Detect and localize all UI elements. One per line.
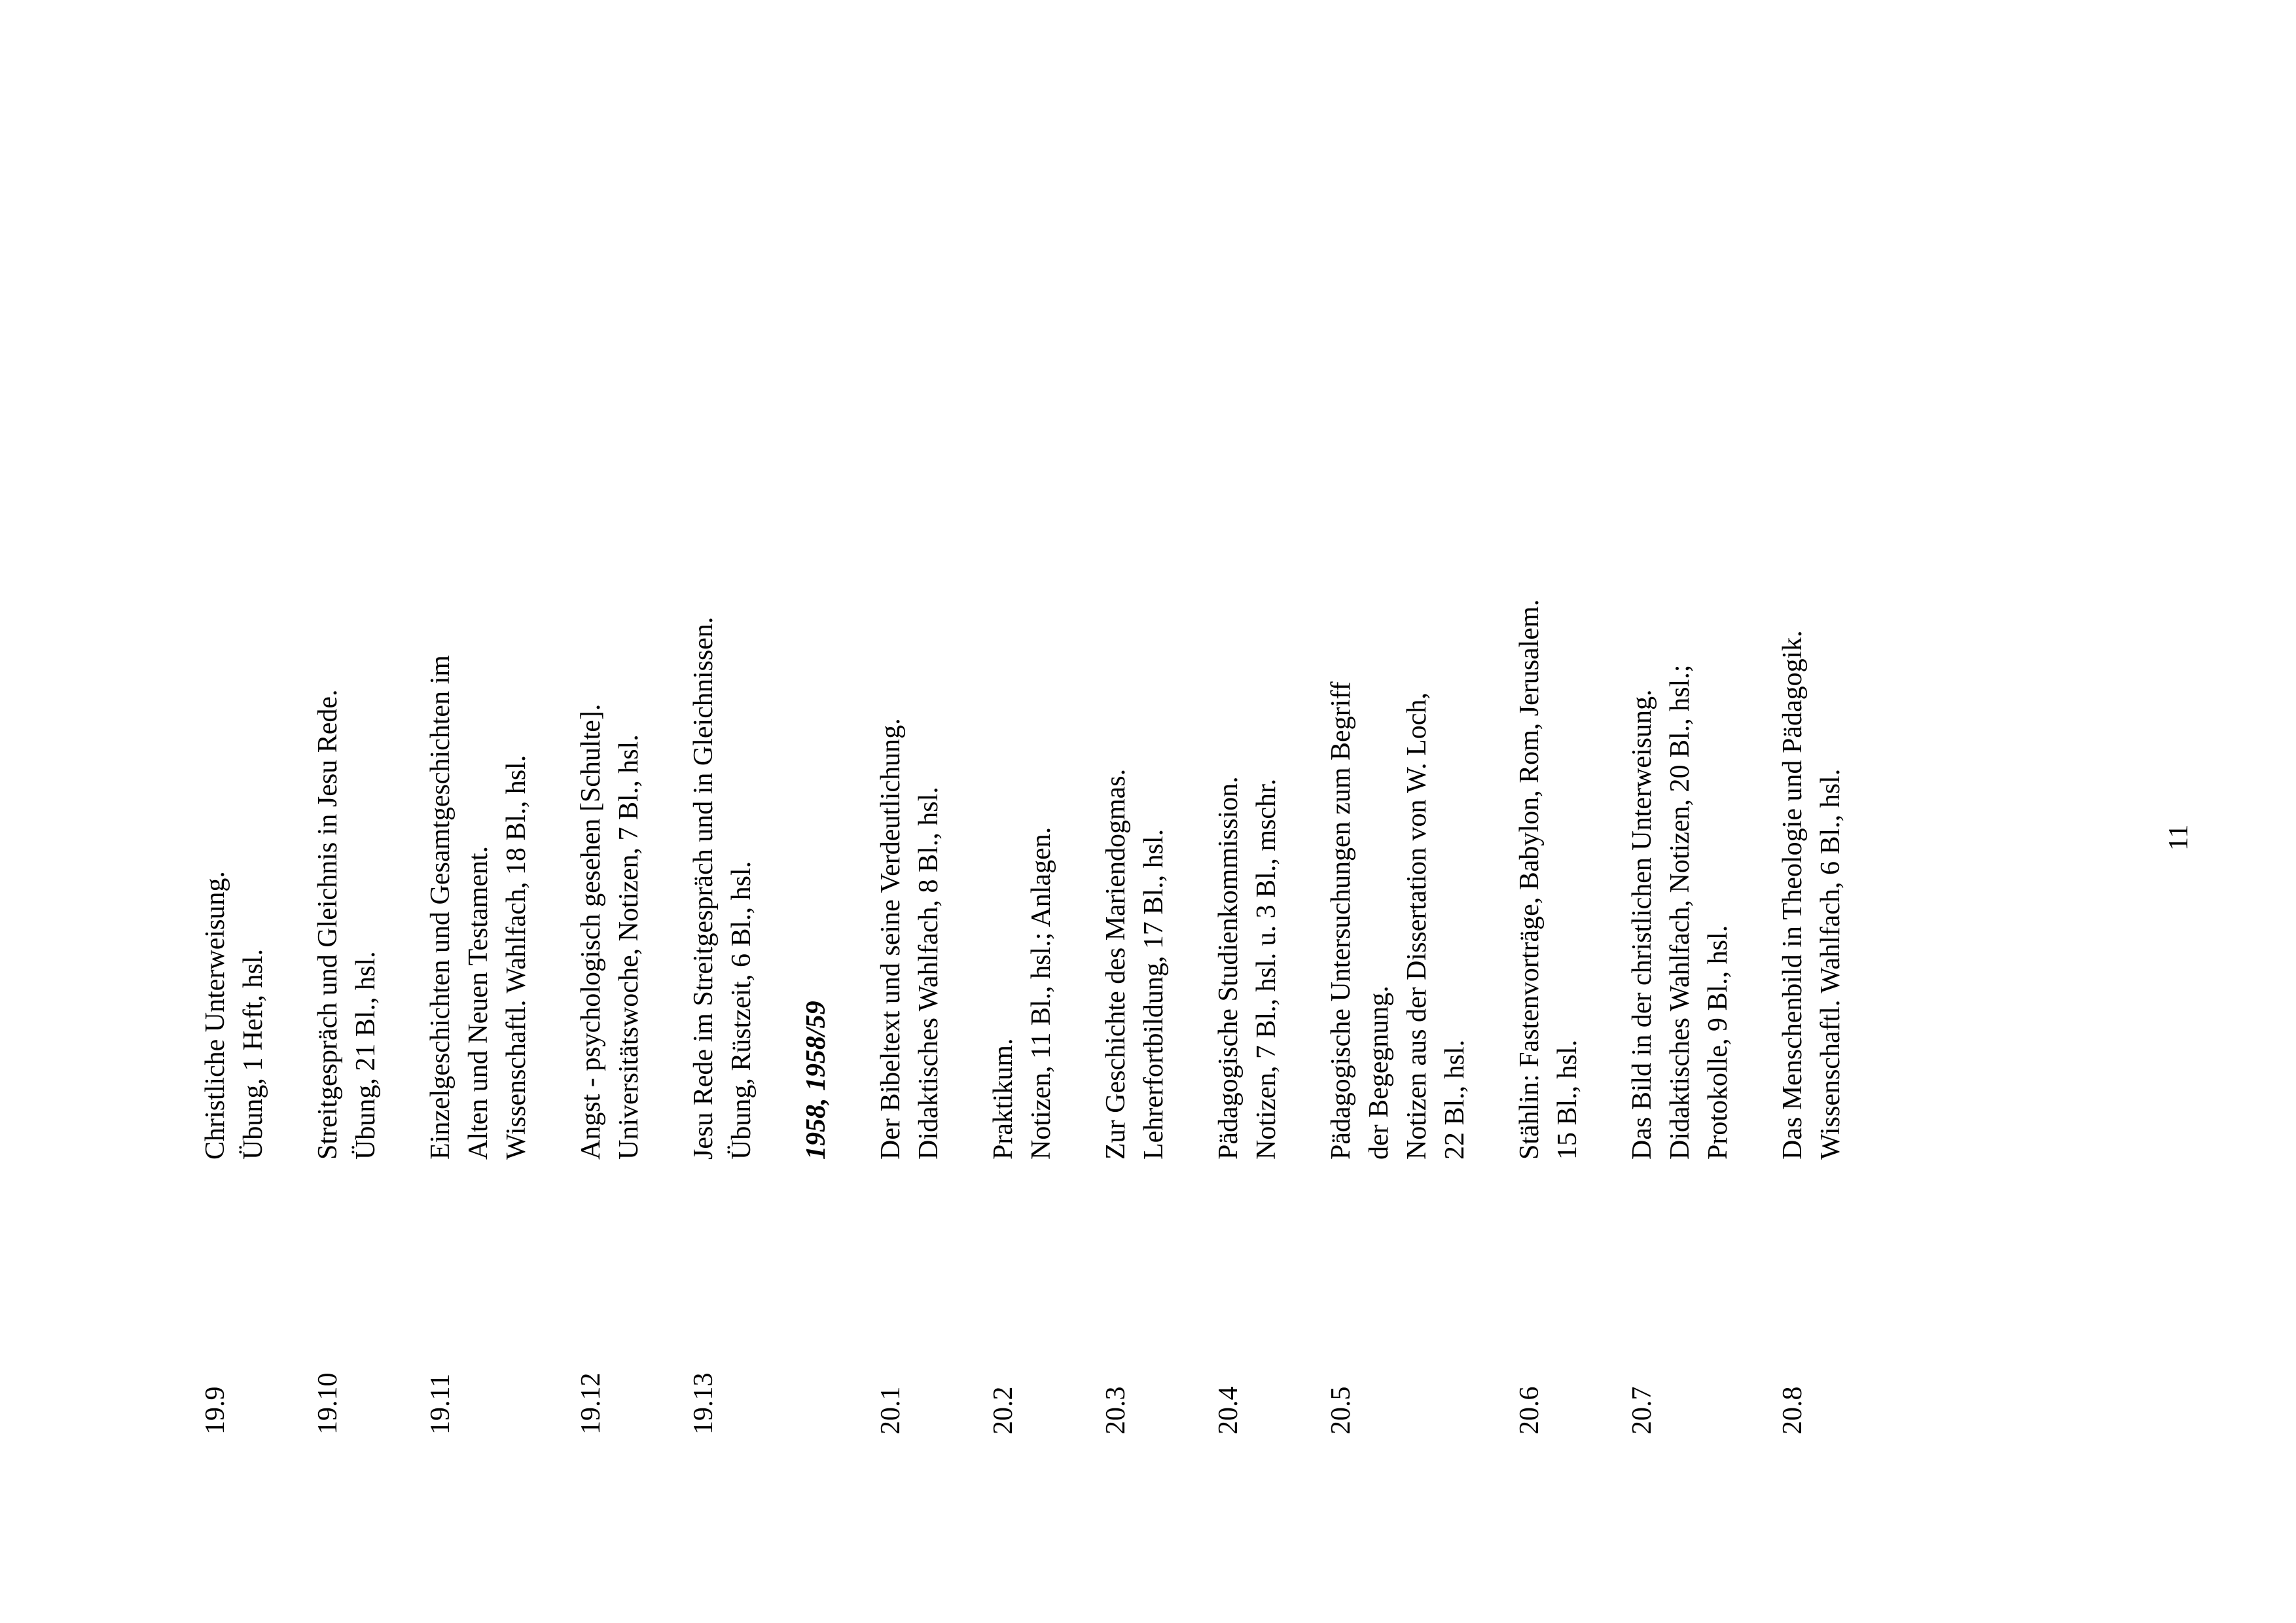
entry-number: 20.2	[988, 1386, 1018, 1435]
list-item	[196, 191, 272, 1435]
entry-text	[872, 191, 948, 1160]
entry-line: Zur Geschichte des Mariendogmas.	[1101, 768, 1131, 1160]
list-item	[1097, 191, 1173, 1435]
entry-text	[572, 191, 648, 1160]
entry-line: Angst - psychologisch gesehen [Schulte].	[576, 704, 606, 1160]
entry-number: 19.9	[200, 1386, 230, 1435]
entry-line: Notizen, 7 Bl., hsl. u. 3 Bl., mschr.	[1251, 778, 1282, 1160]
entry-line: Universitätswoche, Notizen, 7 Bl., hsl.	[614, 734, 644, 1160]
entry-line: Notizen aus der Dissertation von W. Loch,	[1402, 692, 1432, 1160]
list-item	[572, 191, 648, 1435]
list-item	[984, 191, 1060, 1435]
entry-number: 20.6	[1515, 1386, 1545, 1435]
entry-line: Pädagogische Untersuchungen zum Begriff	[1326, 681, 1356, 1160]
entry-group-1958	[196, 191, 761, 1435]
entry-line: Jesu Rede im Streitgespräch und in Gleichnissen.	[689, 616, 719, 1160]
entry-text	[1210, 191, 1285, 1160]
entry-text	[685, 191, 761, 1160]
entry-number: 20.8	[1778, 1386, 1808, 1435]
entry-line: Übung, Rüstzeit, 6 Bl., hsl.	[726, 861, 757, 1160]
section-heading: 1958, 1958/59	[801, 1001, 831, 1160]
entry-line: Didaktisches Wahlfach, 8 Bl., hsl.	[914, 787, 944, 1160]
entry-line: Streitgespräch und Gleichnis in Jesu Rede.	[313, 689, 343, 1160]
entry-text	[984, 191, 1060, 1160]
entry-line: Übung, 1 Heft, hsl.	[238, 949, 268, 1160]
list-item	[309, 191, 385, 1435]
entry-text	[196, 191, 272, 1160]
entry-line: Wissenschaftl. Wahlfach, 6 Bl., hsl.	[1816, 768, 1846, 1160]
entry-number: 20.7	[1627, 1386, 1657, 1435]
entry-group-1958-59	[872, 191, 1850, 1435]
entry-line: Notizen, 11 Bl., hsl.; Anlagen.	[1026, 827, 1056, 1160]
entry-number: 19.11	[425, 1374, 456, 1435]
entry-line: Praktikum.	[988, 1038, 1018, 1160]
list-item	[1322, 191, 1474, 1435]
list-item	[1623, 191, 1737, 1435]
entry-text	[1511, 191, 1587, 1160]
list-item	[1210, 191, 1285, 1435]
entry-line: Das Bild in der christlichen Unterweisung.	[1627, 689, 1657, 1160]
entry-line: Stählin: Fastenvorträge, Babylon, Rom, Jerusalem.	[1515, 599, 1545, 1160]
entry-text	[309, 191, 385, 1160]
entry-line: 15 Bl., hsl.	[1552, 1039, 1583, 1160]
entry-line: Didaktisches Wahlfach, Notizen, 20 Bl., hsl.;	[1665, 664, 1695, 1160]
entry-line: Übung, 21 Bl., hsl.	[351, 951, 381, 1160]
entry-line: 22 Bl., hsl.	[1440, 1039, 1470, 1160]
entry-number: 20.4	[1213, 1386, 1244, 1435]
entry-line: Wissenschaftl. Wahlfach, 18 Bl., hsl.	[501, 755, 531, 1160]
list-item	[422, 191, 535, 1435]
entry-line: Alten und Neuen Testament.	[463, 846, 493, 1160]
entry-line: Protokolle, 9 Bl., hsl.	[1703, 925, 1733, 1160]
list-item	[1511, 191, 1587, 1435]
entry-number: 19.10	[313, 1372, 343, 1435]
entry-number: 19.13	[689, 1372, 719, 1435]
entry-text	[1322, 191, 1474, 1160]
page-number: 11	[2164, 824, 2194, 851]
entry-text	[422, 191, 535, 1160]
entry-number: 19.12	[576, 1372, 606, 1435]
entry-text	[1774, 191, 1850, 1160]
entry-number: 20.5	[1326, 1386, 1356, 1435]
entry-line: Einzelgeschichten und Gesamtgeschichten im	[425, 655, 456, 1160]
entry-list	[196, 191, 1886, 1435]
entry-line: Der Bibeltext und seine Verdeutlichung.	[876, 718, 906, 1160]
entry-line: Christliche Unterweisung.	[200, 871, 230, 1160]
entry-line: Lehrerfortbildung, 17 Bl., hsl.	[1139, 829, 1169, 1160]
list-item	[872, 191, 948, 1435]
entry-number: 20.1	[876, 1386, 906, 1435]
entry-line: Pädagogische Studienkommission.	[1213, 776, 1244, 1160]
entry-text	[1097, 191, 1173, 1160]
list-item	[685, 191, 761, 1435]
entry-text	[1623, 191, 1737, 1160]
list-item	[1774, 191, 1850, 1435]
entry-line: der Begegnung.	[1364, 986, 1394, 1160]
entry-number: 20.3	[1101, 1386, 1131, 1435]
entry-line: Das Menschenbild in Theologie und Pädagogik.	[1778, 630, 1808, 1160]
